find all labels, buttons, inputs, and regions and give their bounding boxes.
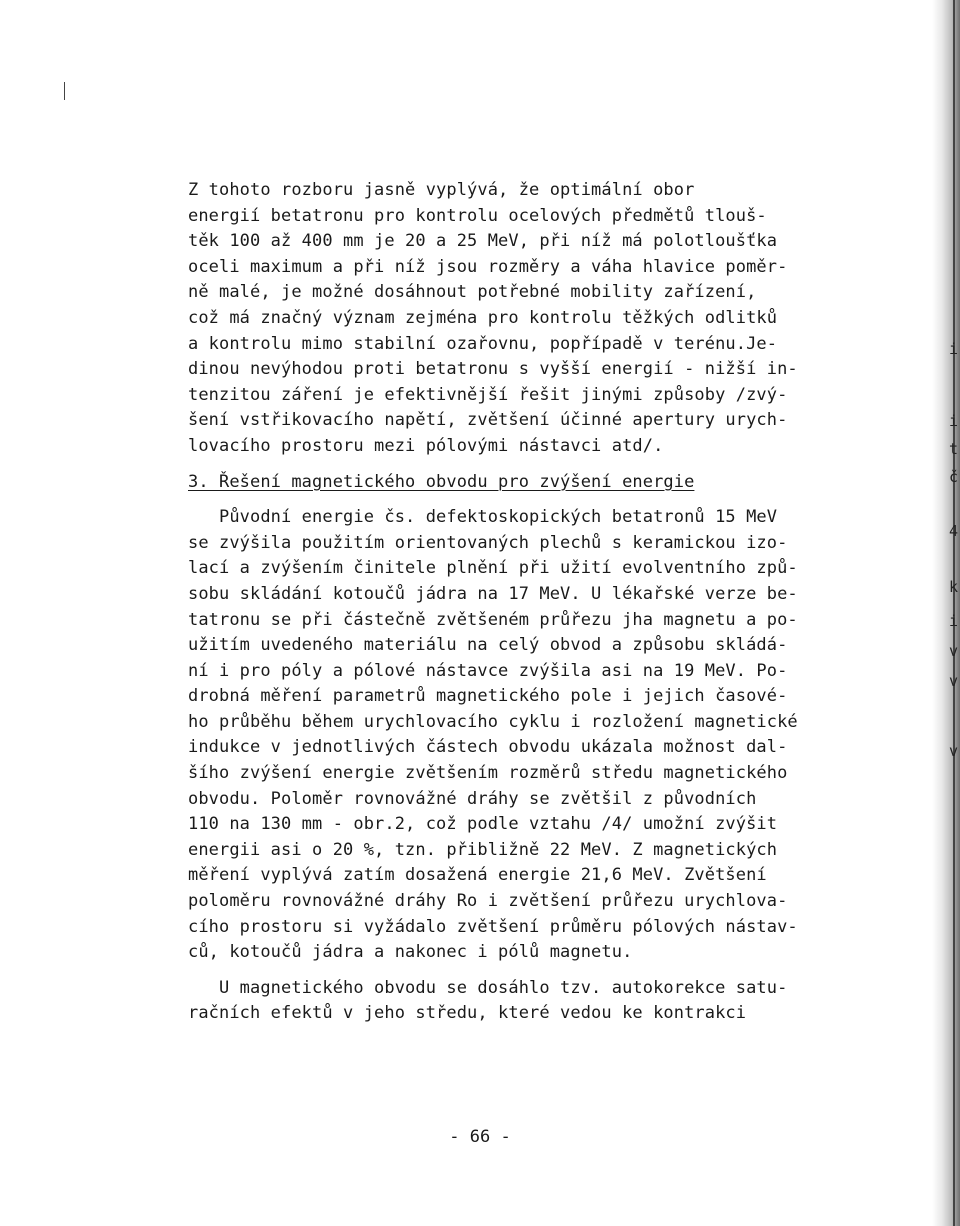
body-text	[188, 178, 858, 1027]
text-line: sobu skládání kotoučů jádra na 17 MeV. U lékařské verze be-	[188, 583, 798, 604]
text-line: měření vyplývá zatím dosažená energie 21,6 MeV. Zvětšení	[188, 865, 767, 886]
text-line: Původní energie čs. defektoskopických betatronů 15 MeV	[188, 507, 778, 528]
text-line: obvodu. Poloměr rovnovážné dráhy se zvětšil z původních	[188, 788, 757, 809]
edge-letter: k	[948, 578, 958, 596]
paragraph-1	[188, 178, 858, 460]
edge-letter: v	[948, 672, 958, 690]
edge-letter: v	[948, 642, 958, 660]
edge-letter: t	[948, 440, 958, 458]
edge-letter: i	[948, 612, 958, 630]
text-line: tatronu se při částečně zvětšeném průřezu jha magnetu a po-	[188, 609, 798, 630]
text-line: energii asi o 20 %, tzn. přibližně 22 MeV. Z magnetických	[188, 839, 778, 860]
text-line: ců, kotoučů jádra a nakonec i pólů magnetu.	[188, 942, 633, 963]
spacer	[188, 460, 858, 470]
text-line: drobná měření parametrů magnetického pole i jejich časové-	[188, 686, 788, 707]
text-line: tenzitou záření je efektivnější řešit jinými způsoby /zvý-	[188, 384, 788, 405]
text-line: poloměru rovnovážné dráhy Ro i zvětšení průřezu urychlova-	[188, 891, 788, 912]
scan-mark	[64, 82, 65, 100]
text-line: lovacího prostoru mezi pólovými nástavci atd/.	[188, 435, 664, 456]
text-line: indukce v jednotlivých částech obvodu ukázala možnost dal-	[188, 737, 788, 758]
text-line: lací a zvýšením činitele plnění při užití evolventního způ-	[188, 558, 798, 579]
text-line: U magnetického obvodu se dosáhlo tzv. autokorekce satu-	[188, 977, 788, 998]
text-line: což má značný význam zejména pro kontrolu těžkých odlitků	[188, 307, 778, 328]
text-line: šího zvýšení energie zvětšením rozměrů středu magnetického	[188, 763, 788, 784]
edge-letter: 4	[948, 522, 958, 540]
text-line: šení vstřikovacího napětí, zvětšení účinné apertury urych-	[188, 410, 788, 431]
page-number: - 66 -	[449, 1127, 511, 1147]
paragraph-3	[188, 976, 858, 1027]
text-line: dinou nevýhodou proti betatronu s vyšší energií - nižší in-	[188, 359, 798, 380]
edge-letter: v	[948, 742, 958, 760]
edge-letter: i	[948, 340, 958, 358]
text-line: a kontrolu mimo stabilní ozařovnu, popřípadě v terénu.Je-	[188, 333, 778, 354]
text-line: ně malé, je možné dosáhnout potřebné mobility zařízení,	[188, 282, 757, 303]
text-line: energií betatronu pro kontrolu ocelových předmětů tlouš-	[188, 205, 767, 226]
paragraph-2	[188, 505, 858, 966]
text-line: ní i pro póly a pólové nástavce zvýšila asi na 19 MeV. Po-	[188, 660, 788, 681]
edge-letter: č	[948, 468, 958, 486]
text-line: ho průběhu během urychlovacího cyklu i rozložení magnetické	[188, 711, 798, 732]
text-line: 110 na 130 mm - obr.2, což podle vztahu /4/ umožní zvýšit	[188, 814, 778, 835]
section-heading-block	[188, 470, 858, 496]
text-line: Z tohoto rozboru jasně vyplývá, že optimální obor	[188, 180, 695, 200]
text-line: užitím uvedeného materiálu na celý obvod a způsobu skládá-	[188, 635, 788, 656]
text-line: račních efektů v jeho středu, které vedou ke kontrakci	[188, 1003, 747, 1024]
spacer	[188, 495, 858, 505]
spacer	[188, 966, 858, 976]
text-line: se zvýšila použitím orientovaných plechů s keramickou izo-	[188, 532, 788, 553]
section-heading: 3. Řešení magnetického obvodu pro zvýšení energie	[188, 471, 695, 492]
edge-letter: i	[948, 412, 958, 430]
text-line: těk 100 až 400 mm je 20 a 25 MeV, při níž má polotloušťka	[188, 231, 778, 252]
text-line: oceli maximum a při níž jsou rozměry a váha hlavice poměr-	[188, 256, 788, 277]
text-line: cího prostoru si vyžádalo zvětšení průměru pólových nástav-	[188, 916, 798, 937]
